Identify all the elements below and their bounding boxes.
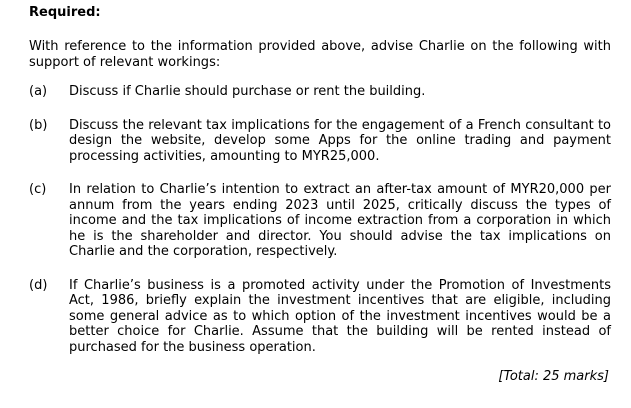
question-c (29, 182, 611, 260)
question-text: If Charlie’s business is a promoted activity under the Promotion of Investments Act, 1986, briefly explain the investment incentives that are eligible, including some general advice as to which option of the investment incentives would be a better choice for Charlie. Assume that the building will be rented instead of purchased for the business operation. (69, 277, 611, 355)
question-b (29, 118, 611, 165)
required-heading: Required: (29, 5, 101, 20)
question-d (29, 278, 611, 356)
question-text: Discuss the relevant tax implications for the engagement of a French consultant to design the website, develop some Apps for the online trading and payment processing activities, amounting to MYR25,000. (69, 117, 611, 164)
intro-paragraph: With reference to the information provided above, advise Charlie on the following with support of relevant workings: (29, 39, 611, 70)
question-label: (a) (29, 84, 48, 99)
question-label: (c) (29, 182, 47, 197)
question-text: In relation to Charlie’s intention to extract an after-tax amount of MYR20,000 per annum from the years ending 2023 until 2025, critically discuss the types of income and the tax implications of income extraction from a corporation in which he is the shareholder and director. You should advise the tax implications on Charlie and the corporation, respectively. (69, 182, 611, 259)
question-label: (b) (29, 117, 48, 133)
question-label: (d) (29, 277, 48, 293)
total-marks: [Total: 25 marks] (498, 369, 609, 384)
question-text: Discuss if Charlie should purchase or rent the building. (69, 84, 426, 99)
question-a (29, 84, 611, 100)
